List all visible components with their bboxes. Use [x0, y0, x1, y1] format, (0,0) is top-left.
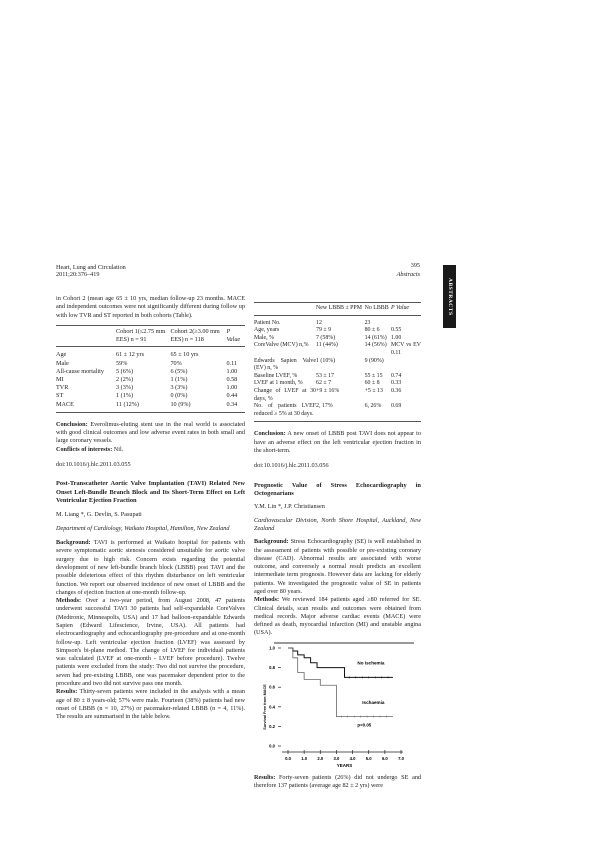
conflicts-text: Nil. — [113, 445, 124, 453]
table-row — [56, 401, 245, 413]
x-tick-label: 1.0 — [301, 755, 308, 761]
table-cell: 0.11 — [226, 359, 238, 367]
table-row — [254, 388, 421, 403]
table-cell: 0.36 — [391, 387, 402, 394]
table-cell: 0.44 — [226, 392, 238, 400]
column-header: No LBBB — [365, 303, 391, 316]
conclusion-text: Everolimus-eluting stent use in the real world is associated with good clinical outcomes and low adverse event rates in both small and large coronary vessels. — [56, 420, 245, 445]
background-text: TAVI is performed at Waikato hospital for patients with severe symptomatic aortic stenosis considered unsuitable for aortic valve surgery due to high risk. Concern exists regarding the potential development of new left-bundle branch block (LBBB) post TAVI and the possible deleterious effect of this rhythm disturbance on left ventricular function. We report our observed incidence of new onset of LBBB and the changes of ejection fraction at one-month follow-up. — [56, 539, 245, 596]
table-cell: 9 (90%) — [364, 357, 384, 364]
table-cell: MCV vs EV 0.11 — [391, 342, 421, 356]
table-cell: 3 (3%) — [170, 384, 188, 392]
table-row — [56, 368, 245, 376]
table-cell: 80 ± 6 — [364, 327, 380, 334]
abstract-authors: M. Liang *, G. Devlin, S. Pasupati — [56, 511, 142, 519]
table-cell: 0.33 — [391, 380, 402, 387]
table-cell: 14 (56%) — [364, 342, 387, 349]
conclusion-text: A new onset of LBBB post TAVI does not appear to have an adverse effect on the left ventricular ejection fraction in the short-term. — [254, 430, 421, 454]
table-cell: 1.00 — [226, 384, 238, 392]
table-row — [254, 342, 421, 357]
table-cell: 60 ± 8 — [364, 380, 380, 387]
table-row — [254, 403, 421, 422]
table-row — [56, 376, 245, 384]
row-label: ST — [56, 392, 64, 400]
x-tick-label: 2.0 — [317, 755, 324, 761]
table-header-row — [56, 325, 245, 346]
row-label: Baseline LVEF, % — [254, 372, 298, 379]
table-header-row — [254, 303, 421, 316]
table-cell: 23 — [364, 319, 371, 326]
abstract-title: Prognostic Value of Stress Echocardiography in Octogenarians — [254, 481, 421, 497]
row-label: LVEF at 1 month, % — [254, 380, 303, 387]
table-cell: 59% — [116, 359, 128, 367]
background-label: Background: — [56, 539, 91, 547]
table-cell: 1 (1%) — [170, 375, 188, 383]
legend-label-ischaemia: Ischaemia — [362, 699, 385, 705]
table-cell: 11 (12%) — [116, 401, 170, 413]
row-label: Age, years — [254, 327, 280, 334]
y-tick-label: 0.2 — [269, 723, 275, 729]
journal-citation: 2011;20:376–419 — [56, 271, 100, 278]
table-row — [56, 360, 245, 368]
left-column — [56, 295, 245, 722]
table-cell: 70% — [170, 359, 182, 367]
running-header-left — [56, 264, 126, 278]
right-column — [254, 302, 421, 790]
table-row — [254, 373, 421, 381]
table-cell: 0.55 — [391, 327, 402, 334]
table-cell: 12 — [316, 319, 322, 326]
methods-label: Methods: — [56, 597, 82, 605]
table-cell: +5 ± 13 — [364, 387, 383, 394]
row-label: TVR — [56, 384, 69, 392]
table-cell: 1.00 — [226, 367, 238, 375]
table-cell: 11 (44%) — [316, 342, 338, 349]
intro-paragraph: in Cohort 2 (mean age 65 ± 10 yrs, median follow-up 23 months. MACE and independent outcomes were not significantly different during follow up with low TVR and ST reported in both cohorts (Table). — [56, 295, 245, 319]
legend-label-no-ischemia: No ischemia — [357, 660, 385, 666]
table-cell: 79 ± 9 — [316, 327, 332, 334]
survival-chart — [254, 642, 421, 772]
x-tick-label: 3.0 — [333, 755, 340, 761]
lbbb-table — [254, 302, 421, 422]
x-tick-label: 7.0 — [398, 755, 404, 761]
table-cell — [391, 315, 421, 327]
conclusion-paragraph — [254, 430, 421, 455]
table-cell — [391, 358, 421, 373]
table-row — [254, 315, 421, 327]
column-header: Cohort 2(≥3.00 mm EES) n = 118 — [170, 325, 226, 346]
methods-text: We reviewed 184 patients aged ≥80 referred for SE. Clinical details, scan results and outcomes were obtained from medical records. Major adverse cardiac events (MACE) were defined as death, myocardial infarction (MI) and unstable angina (USA). — [254, 596, 421, 637]
results-label: Results: — [254, 773, 276, 781]
table-cell — [226, 347, 245, 360]
section-name: Abstracts — [396, 271, 420, 278]
row-label: Edwards Sapien Valve (EV) n, % — [254, 357, 316, 372]
cohort-table — [56, 325, 245, 413]
results-label: Results: — [56, 688, 78, 696]
row-label: No. of patients LVEF reduced ≥ 5% at 30 days. — [254, 403, 316, 422]
table-cell: 55 ± 15 — [364, 372, 383, 379]
results-text: Forty-seven patients (26%) did not undergo SE and therefore 137 patients (average age 82 ± 2 yrs) were — [254, 773, 422, 790]
results-paragraph — [56, 688, 245, 721]
table-cell: 2, 17% — [316, 403, 365, 422]
methods-paragraph — [56, 597, 245, 688]
table-cell: 65 ± 10 yrs — [170, 351, 199, 359]
results-text: Thirty-seven patients were included in the analysis with a mean age of 80 ± 8 years-old; 57% were male. Fourteen (38%) patients had new onset of LBBB (n = 10, 27%) or pacemaker-related LBBB (n = 4, 11%). The results are summarised in the table below. — [56, 688, 246, 721]
abstract-authors: Y.M. Lin *, J.P. Christiansen — [254, 503, 325, 511]
column-header — [56, 325, 116, 346]
column-header — [254, 303, 316, 316]
y-tick-label: 1.0 — [269, 645, 275, 651]
table-row — [56, 347, 245, 360]
column-header: Cohort 1(≤2.75 mm EES) n = 91 — [116, 325, 170, 346]
table-cell: 0.74 — [391, 372, 402, 379]
journal-name: Heart, Lung and Circulation — [56, 264, 126, 271]
table-row — [254, 327, 421, 335]
results-paragraph — [254, 774, 421, 791]
table-cell: +9 ± 16% — [316, 387, 340, 394]
doi-link[interactable]: doi:10.1016/j.hlc.2011.03.055 — [56, 460, 131, 468]
y-tick-label: 0.4 — [269, 704, 275, 710]
table-cell: 0.34 — [226, 401, 245, 413]
abstract-affiliation: Cardiovascular Division, North Shore Hospital, Auckland, New Zealand — [254, 516, 421, 532]
row-label: Male — [56, 359, 69, 367]
row-label: MACE — [56, 401, 116, 413]
conflicts-label: Conflicts of interests: — [56, 445, 113, 453]
column-header: New LBBB ± PPM — [316, 303, 365, 316]
row-label: Male, % — [254, 334, 274, 341]
table-cell: 3 (3%) — [116, 384, 134, 392]
row-label: Patient No. — [254, 319, 281, 326]
table-cell: 0 (0%) — [170, 392, 188, 400]
column-header: P Value — [226, 325, 245, 346]
x-tick-label: 6.0 — [381, 755, 388, 761]
table-cell: 7 (58%) — [316, 334, 336, 341]
table-cell: 1 (1%) — [116, 392, 134, 400]
y-tick-label: 0.0 — [269, 743, 275, 749]
background-paragraph — [56, 539, 245, 597]
methods-text: Over a two-year period, from August 2008, 47 patients underwent successful TAVI 30 patients had self-expandable CoreValves (Medtronic, Minneapolis, USA) and 17 had balloon-expandable Edwards Sapien (Edward Lifescience, Irvine, USA). All patients had electrocardiography and echocardiography pre-procedure and at one-month follow-up. Left ventricular ejection fraction (LVEF) was assessed by Simpson's bi-plane method. The change of LVEF for individual patients was calculated (LVEF at one-month - LVEF before procedure). Twelve patients were excluded from the study: Two did not survive the procedure, seven had pre-existing LBBB, one was pacemaker dependent prior to the procedure and two did not survive pass one month. — [56, 597, 246, 688]
running-header-right — [380, 262, 420, 278]
table-cell: 1.00 — [391, 334, 402, 341]
conclusion-label: Conclusion: — [56, 420, 88, 428]
table-cell: 62 ± 7 — [316, 380, 332, 387]
table-cell: 14 (61%) — [364, 334, 387, 341]
table-row — [56, 392, 245, 400]
table-cell: 0.58 — [226, 375, 238, 383]
table-cell: 6 (5%) — [170, 367, 188, 375]
table-cell: 53 ± 17 — [316, 372, 334, 379]
column-header: P Value — [391, 303, 421, 316]
doi-link[interactable]: doi:10.1016/j.hlc.2011.03.056 — [254, 462, 329, 470]
x-tick-label: 4.0 — [349, 755, 356, 761]
table-cell: 6, 26% — [365, 403, 391, 422]
table-cell: 2 (2%) — [116, 375, 134, 383]
row-label: Change of LVEF at 30 days, % — [254, 387, 316, 402]
row-label: CoreValve (MCV) n,% — [254, 342, 309, 349]
section-side-tab: ABSTRACTS — [443, 265, 456, 328]
conclusion-label: Conclusion: — [254, 430, 286, 438]
table-cell: 10 (9%) — [170, 401, 226, 413]
table-row — [56, 384, 245, 392]
p-value-annotation: p<0.05 — [357, 722, 372, 728]
y-tick-label: 0.6 — [269, 684, 275, 690]
table-cell: 61 ± 12 yrs — [116, 351, 144, 359]
background-text: Stress Echocardiography (SE) is well established in the assessment of patients with possible or pre-existing coronary disease (CAD). Abnormal results are associated with worse outcome, and conversely a normal result predicts an excellent intermediate term prognosis. However data are lacking for elderly patients. We investigated the prognostic value of SE in patients aged over 80 years. — [254, 538, 422, 595]
table-cell: 0.69 — [391, 403, 421, 422]
abstract-title: Post-Transcatheter Aortic Valve Implantation (TAVI) Related New Onset Left-Bundle Branch Block and Its Short-Term Effect on Left Ventricular Ejection Fraction — [56, 480, 245, 505]
table-row — [254, 380, 421, 388]
x-tick-label: 5.0 — [365, 755, 372, 761]
abstract-affiliation: Department of Cardiology, Waikato Hospital, Hamilton, New Zealand — [56, 524, 230, 532]
y-axis-label: Survival Free from MACE — [263, 683, 267, 730]
y-tick-label: 0.8 — [269, 664, 275, 670]
x-tick-label: 0.0 — [285, 755, 291, 761]
methods-paragraph — [254, 596, 421, 637]
background-paragraph — [254, 538, 421, 596]
methods-label: Methods: — [254, 596, 280, 604]
table-cell: 5 (6%) — [116, 367, 134, 375]
row-label: All-cause mortality — [56, 367, 104, 375]
table-cell: 1 (10%) — [316, 357, 336, 364]
x-axis-label: YEARS — [336, 762, 353, 768]
page-number: 395 — [410, 262, 420, 269]
row-label: MI — [56, 375, 64, 383]
conclusion-paragraph — [56, 421, 245, 454]
background-label: Background: — [254, 538, 289, 546]
row-label: Age — [56, 351, 67, 359]
table-row — [254, 358, 421, 373]
